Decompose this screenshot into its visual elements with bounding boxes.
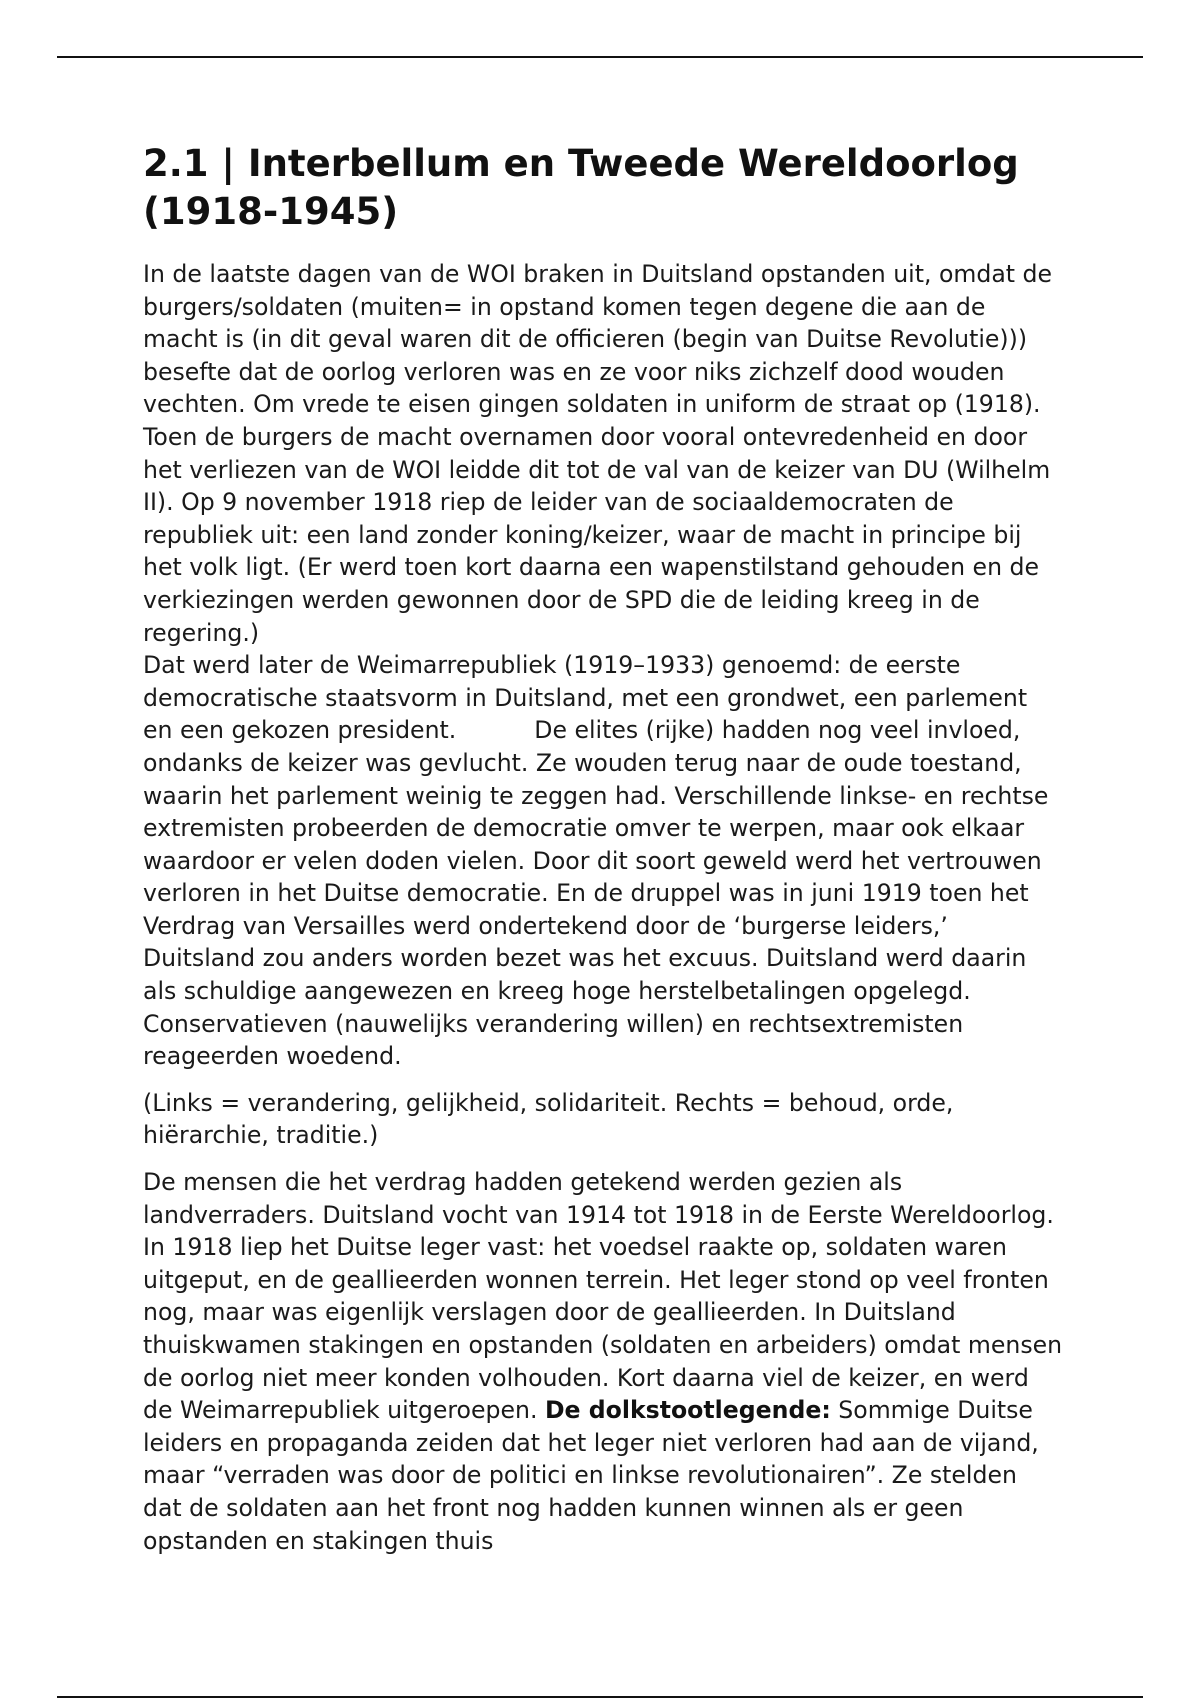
section-heading-line-1: 2.1 | Interbellum en Tweede Wereldoorlog (143, 142, 1019, 185)
dolkstootlegende-term: De dolkstootlegende: (544, 1396, 831, 1425)
section-heading-line-2: (1918-1945) (143, 190, 399, 233)
header-rule (57, 56, 1143, 58)
paragraph-weimar-intro: Dat werd later de Weimarrepubliek (1919–1933) genoemd: de eerste democratische staatsvorm in Duitsland, met een grondwet, een parlement en een gekozen president. (143, 651, 1028, 745)
paragraph-dolkstoot (143, 1166, 1063, 1557)
paragraph-weimar-elites: De elites (rijke) hadden nog veel invloed, ondanks de keizer was gevlucht. Ze wouden terug naar de oude toestand, waarin het parlement weinig te zeggen had. Verschillende linkse- en rechtse extremisten probeerden de democratie omver te werpen, maar ook elkaar waardoor er velen doden vielen. Door dit soort geweld werd het vertrouwen verloren in het Duitse democratie. En de druppel was in juni 1919 toen het Verdrag van Versailles werd ondertekend door de ‘burgerse leiders,’ Duitsland zou anders worden bezet was het excuus. Duitsland werd daarin als schuldige aangewezen en kreeg hoge herstelbetalingen opgelegd. Conservatieven (nauwelijks verandering willen) en rechtsextremisten reageerden woedend. (143, 716, 1049, 1071)
document-content (143, 140, 1063, 1557)
paragraph-dolkstoot-intro: De mensen die het verdrag hadden getekend werden gezien als landverraders. Duitsland vocht van 1914 tot 1918 in de Eerste Wereldoorlog. In 1918 liep het Duitse leger vast: het voedsel raakte op, soldaten waren uitgeput, en de geallieerden wonnen terrein. Het leger stond op veel fronten nog, maar was eigenlijk verslagen door de geallieerden. In Duitsland thuiskwamen stakingen en opstanden (soldaten en arbeiders) omdat mensen de oorlog niet meer konden volhouden. Kort daarna viel de keizer, en werd de Weimarrepubliek uitgeroepen. (143, 1168, 1063, 1425)
footer-rule (57, 1696, 1143, 1698)
paragraph-weimar (143, 649, 1063, 1073)
section-heading (143, 140, 1063, 236)
paragraph-dolkstoot-explanation: Sommige Duitse leiders en propaganda zeiden dat het leger niet verloren had aan de vijand, maar “verraden was door de politici en linkse revolutionairen”. Ze stelden dat de soldaten aan het front nog hadden kunnen winnen als er geen opstanden en stakingen thuis (143, 1396, 1039, 1555)
paragraph-left-right-note: (Links = verandering, gelijkheid, solidariteit. Rechts = behoud, orde, hiërarchie, traditie.) (143, 1088, 954, 1150)
paragraph-revolution: In de laatste dagen van de WOI braken in Duitsland opstanden uit, omdat de burgers/soldaten (muiten= in opstand komen tegen degene die aan de macht is (in dit geval waren dit de officieren (begin van Duitse Revolutie))) besefte dat de oorlog verloren was en ze voor niks zichzelf dood wouden vechten. Om vrede te eisen gingen soldaten in uniform de straat op (1918). Toen de burgers de macht overnamen door vooral ontevredenheid en door het verliezen van de WOI leidde dit tot de val van de keizer van DU (Wilhelm II). Op 9 november 1918 riep de leider van de sociaaldemocraten de republiek uit: een land zonder koning/keizer, waar de macht in principe bij het volk ligt. (Er werd toen kort daarna een wapenstilstand gehouden en de verkiezingen werden gewonnen door de SPD die de leiding kreeg in de regering.) (143, 260, 1053, 647)
